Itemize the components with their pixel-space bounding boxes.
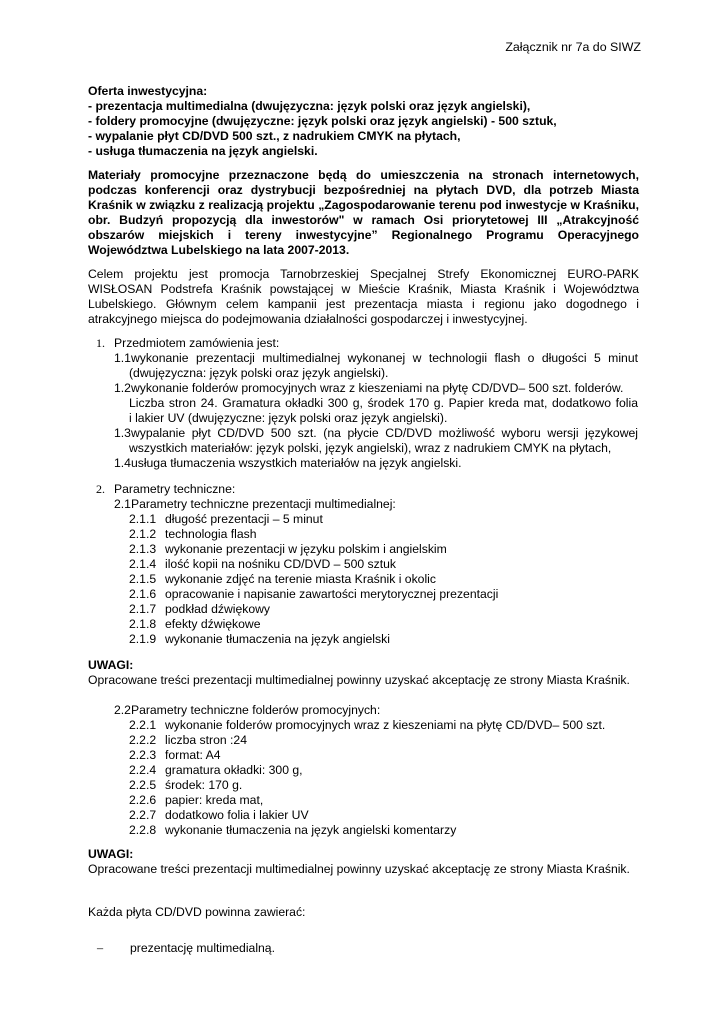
param-text: liczba stron :24: [165, 733, 247, 747]
list-item: [114, 351, 638, 366]
notes-heading: UWAGI:: [88, 847, 134, 861]
param-number: 2.2.6: [129, 793, 157, 807]
param-text: dodatkowo folia i lakier UV: [165, 808, 309, 822]
offer-item: - foldery promocyjne (dwujęzyczne: język polski oraz język angielski) - 500 sztuk,: [88, 114, 557, 128]
paragraph-line: Celem projektu jest promocja Tarnobrzeskiej Specjalnej Strefy Ekonomicznej EURO-PARK: [88, 267, 639, 281]
list-item-text: 1.1wykonanie prezentacji multimedialnej wykonanej w technologii flash o długości 5 minut: [114, 351, 638, 365]
param-number: 2.2.1: [129, 718, 157, 732]
param-text: wykonanie zdjęć na terenie miasta Kraśnik i okolic: [165, 572, 436, 586]
param-number: 2.1.3: [129, 542, 157, 556]
param-number: 2.1.2: [129, 527, 157, 541]
param-number: 2.2.7: [129, 808, 157, 822]
param-number: 2.2.3: [129, 748, 157, 762]
param-text: wykonanie tłumaczenia na język angielski komentarzy: [165, 823, 457, 837]
paragraph-line: podczas konferencji oraz dystrybucji bezpośredniej na płytach DVD, dla potrzeb Miasta: [88, 183, 639, 197]
list-item: [114, 426, 638, 441]
list-item-continuation: wszystkich materiałów: język polski, język angielski), wraz z nadrukiem CMYK na płytach,: [129, 441, 612, 455]
paragraph-line: atrakcyjnego miejsca do podejmowania działalności gospodarczej i inwestycyjnej.: [88, 312, 528, 326]
param-text: format: A4: [165, 748, 221, 762]
goal-paragraph: [88, 267, 639, 327]
list-item-continuation: [129, 396, 638, 411]
dash-bullet-icon: –: [97, 941, 104, 955]
notes-text: Opracowane treści prezentacji multimedialnej powinny uzyskać akceptację ze strony Miasta Kraśnik.: [88, 673, 630, 687]
param-text: podkład dźwiękowy: [165, 602, 271, 616]
param-text: wykonanie folderów promocyjnych wraz z kieszeniami na płytę CD/DVD– 500 szt.: [165, 718, 606, 732]
paragraph-line: obr. Budzyń propozycją dla inwestorów" w ramach Osi priorytetowej III „Atrakcyjność: [88, 213, 639, 227]
list-item-text: 1.3wypalanie płyt CD/DVD 500 szt. (na płycie CD/DVD możliwość wyboru wersji językowej: [114, 426, 638, 440]
section-title: Parametry techniczne:: [114, 482, 236, 496]
list-item-text: 1.4usługa tłumaczenia wszystkich materiałów na język angielski.: [114, 456, 462, 470]
cd-item: prezentację multimedialną.: [130, 941, 275, 955]
materials-paragraph: [88, 168, 639, 258]
notes-heading: UWAGI:: [88, 658, 134, 672]
paragraph-line: WISŁOSAN Podstrefa Kraśnik powstającej w Mieście Kraśnik, Miasta Kraśnik i Województwa: [88, 282, 639, 296]
paragraph-line: Województwa Lubelskiego na lata 2007-2013.: [88, 243, 350, 257]
cd-intro: Każda płyta CD/DVD powinna zawierać:: [88, 905, 306, 919]
param-number: 2.1.5: [129, 572, 157, 586]
section-title: Przedmiotem zamówienia jest:: [114, 336, 280, 350]
param-text: papier: kreda mat,: [165, 793, 264, 807]
list-item-text: 1.2wykonanie folderów promocyjnych wraz z kieszeniami na płytę CD/DVD– 500 szt. folderów.: [114, 381, 624, 395]
attachment-label: Załącznik nr 7a do SIWZ: [505, 40, 641, 54]
offer-item: - prezentacja multimedialna (dwujęzyczna: język polski oraz język angielski),: [88, 99, 531, 113]
paragraph-line: obszarów miejskich i tereny inwestycyjne” Regionalnego Programu Operacyjnego: [88, 228, 639, 242]
section-number: 1.: [96, 336, 105, 350]
offer-title: Oferta inwestycyjna:: [88, 84, 208, 98]
param-number: 2.1.4: [129, 557, 157, 571]
param-text: długość prezentacji – 5 minut: [165, 512, 323, 526]
param-text: wykonanie tłumaczenia na język angielski: [165, 632, 390, 646]
subsection-title: 2.2Parametry techniczne folderów promocyjnych:: [114, 703, 381, 717]
param-number: 2.1.8: [129, 617, 157, 631]
param-text: wykonanie prezentacji w języku polskim i angielskim: [165, 542, 447, 556]
paragraph-line: Lubelskiego. Głównym celem kampanii jest prezentacja miasta i regionu jako dogodnego i: [88, 297, 639, 311]
param-text: gramatura okładki: 300 g,: [165, 763, 303, 777]
param-number: 2.2.8: [129, 823, 157, 837]
param-number: 2.2.2: [129, 733, 157, 747]
param-text: opracowanie i napisanie zawartości merytorycznej prezentacji: [165, 587, 499, 601]
offer-item: - wypalanie płyt CD/DVD 500 szt., z nadrukiem CMYK na płytach,: [88, 129, 461, 143]
notes-text: Opracowane treści prezentacji multimedialnej powinny uzyskać akceptację ze strony Miasta Kraśnik.: [88, 862, 630, 876]
param-text: efekty dźwiękowe: [165, 617, 261, 631]
continuation-line: Liczba stron 24. Gramatura okładki 300 g, środek 170 g. Papier kreda mat, dodatkowo folia: [129, 396, 638, 410]
param-text: środek: 170 g.: [165, 778, 243, 792]
param-number: 2.1.7: [129, 602, 157, 616]
param-text: technologia flash: [165, 527, 257, 541]
param-number: 2.2.4: [129, 763, 157, 777]
offer-item: - usługa tłumaczenia na język angielski.: [88, 144, 318, 158]
param-number: 2.1.1: [129, 512, 157, 526]
paragraph-line: Kraśnik w związku z realizacją projektu „Zagospodarowanie terenu pod inwestycje w Kraśniku,: [88, 198, 639, 212]
list-item-continuation: i lakier UV (dwujęzyczne: język polski oraz język angielski).: [129, 411, 448, 425]
offer-section: [88, 84, 639, 159]
paragraph-line: Materiały promocyjne przeznaczone będą do umieszczenia na stronach internetowych,: [88, 168, 639, 182]
list-item-continuation: (dwujęzyczna: język polski oraz język angielski).: [129, 366, 389, 380]
param-number: 2.1.6: [129, 587, 157, 601]
param-number: 2.2.5: [129, 778, 157, 792]
param-number: 2.1.9: [129, 632, 157, 646]
section-number: 2.: [96, 482, 105, 496]
subsection-title: 2.1Parametry techniczne prezentacji multimedialnej:: [114, 497, 396, 511]
param-text: ilość kopii na nośniku CD/DVD – 500 sztuk: [165, 557, 396, 571]
